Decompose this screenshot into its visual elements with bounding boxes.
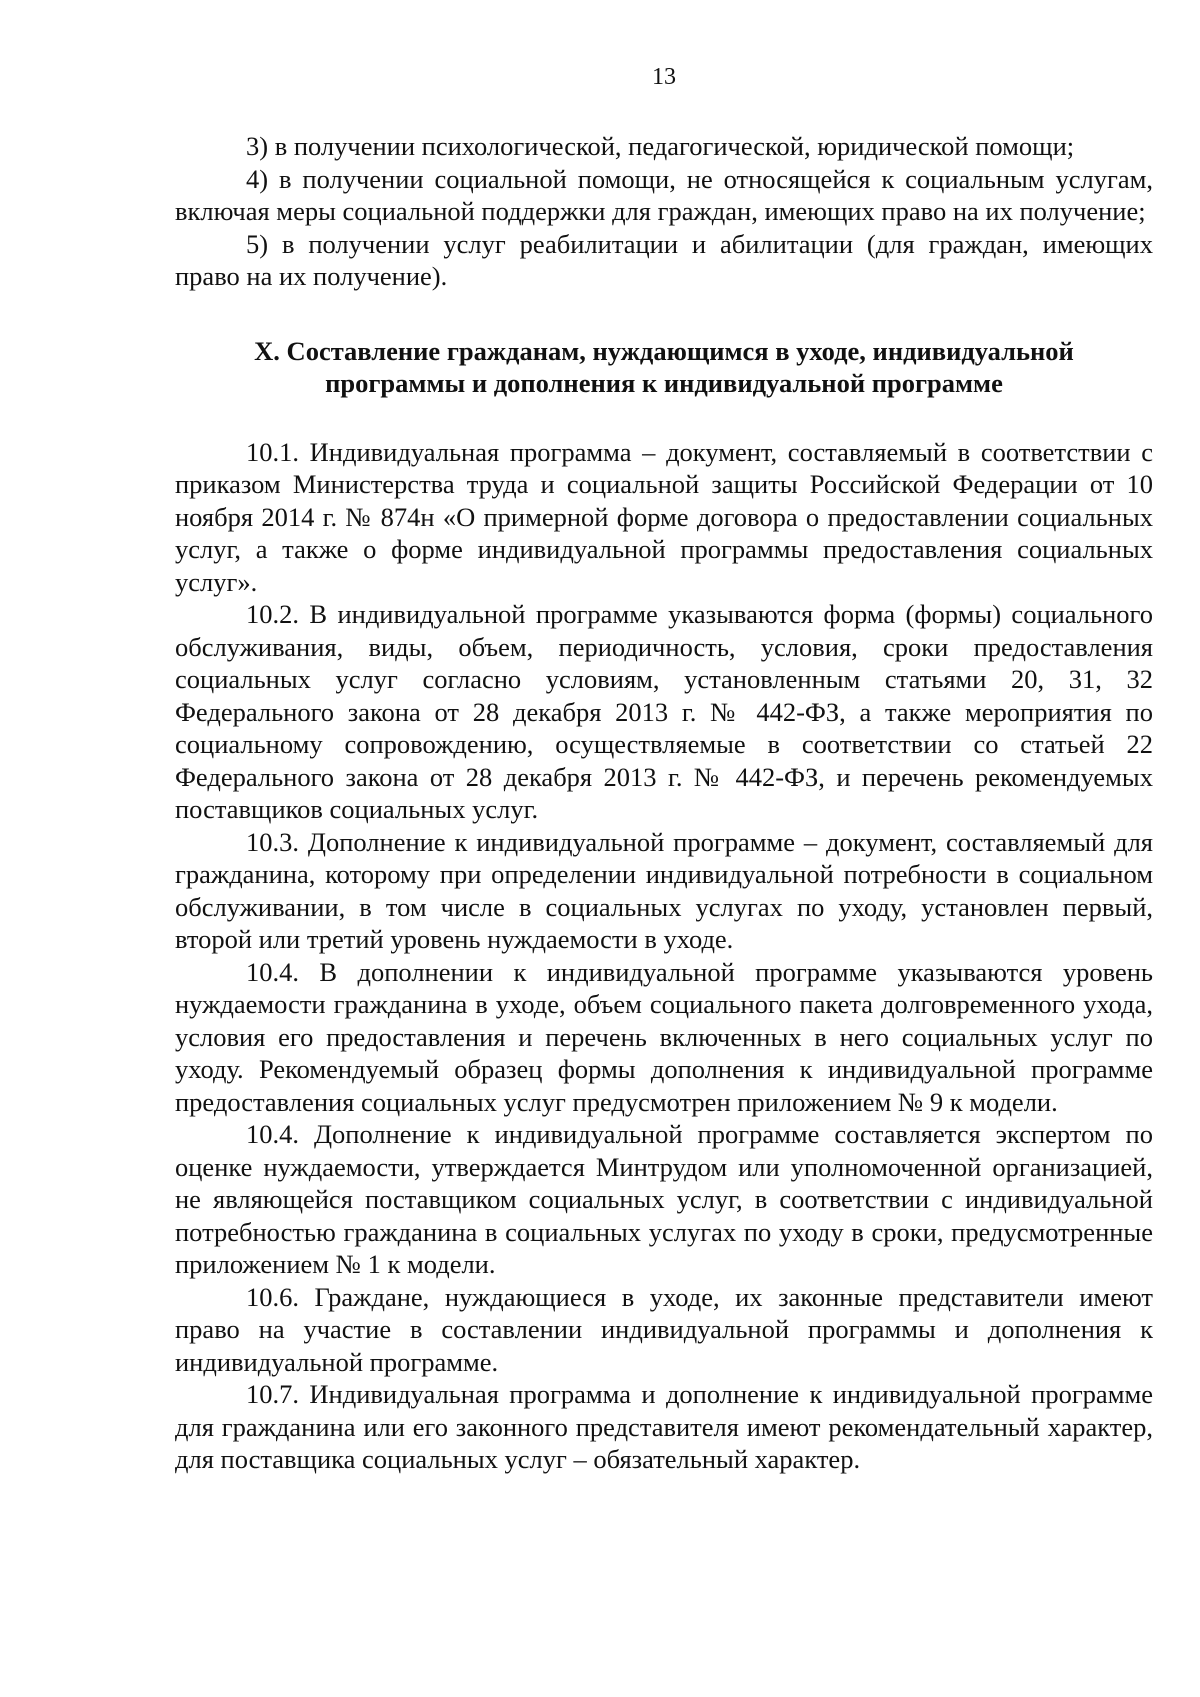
list-item-4: 4) в получении социальной помощи, не относящейся к социальным услугам, включая меры социальной поддержки для граждан, имеющих право на их получение;: [175, 163, 1153, 226]
section-title-line-2: программы и дополнения к индивидуальной программе: [325, 368, 1003, 398]
section-title-line-1: X. Составление гражданам, нуждающимся в уходе, индивидуальной: [254, 335, 1074, 366]
list-block: [175, 130, 1153, 293]
paragraph-10-4a: 10.4. В дополнении к индивидуальной программе указываются уровень нуждаемости гражданина в уходе, объем социального пакета долговременного ухода, условия его предоставления и перечень включенных в него социальных услуг по уходу. Рекомендуемый образец формы дополнения к индивидуальной программе предоставления социальных услуг предусмотрен приложением № 9 к модели.: [175, 956, 1153, 1117]
list-item-3: 3) в получении психологической, педагогической, юридической помощи;: [246, 131, 1075, 161]
section-body: [175, 436, 1153, 1476]
paragraph-10-2: 10.2. В индивидуальной программе указываются форма (формы) социального обслуживания, виды, объем, периодичность, условия, сроки предоставления социальных услуг согласно условиям, установленным статьями 20, 31, 32 Федерального закона от 28 декабря 2013 г. № 442-ФЗ, а также мероприятия по социальному сопровождению, осуществляемые в соответствии со статьей 22 Федерального закона от 28 декабря 2013 г. № 442-ФЗ, и перечень рекомендуемых поставщиков социальных услуг.: [175, 599, 1153, 824]
paragraph-10-6: 10.6. Граждане, нуждающиеся в уходе, их законные представители имеют право на участие в составлении индивидуальной программы и дополнения к индивидуальной программе.: [175, 1281, 1153, 1377]
paragraph-10-1: 10.1. Индивидуальная программа – документ, составляемый в соответствии с приказом Министерства труда и социальной защиты Российской Федерации от 10 ноября 2014 г. № 874н «О примерной форме договора о предоставлении социальных услуг, а также о форме индивидуальной программы предоставления социальных услуг».: [175, 436, 1153, 597]
paragraph-10-3: 10.3. Дополнение к индивидуальной программе – документ, составляемый для гражданина, которому при определении индивидуальной потребности в социальном обслуживании, в том числе в социальных услугах по уходу, установлен первый, второй или третий уровень нуждаемости в уходе.: [175, 826, 1153, 954]
list-item-5: 5) в получении услуг реабилитации и абилитации (для граждан, имеющих право на их получение).: [175, 228, 1153, 291]
document-page: [175, 60, 1153, 1476]
page-number: 13: [652, 64, 676, 90]
paragraph-10-7: 10.7. Индивидуальная программа и дополнение к индивидуальной программе для гражданина или его законного представителя имеют рекомендательный характер, для поставщика социальных услуг – обязательный характер.: [175, 1379, 1153, 1474]
section-title: [175, 335, 1153, 400]
paragraph-10-4b: 10.4. Дополнение к индивидуальной программе составляется экспертом по оценке нуждаемости, утверждается Минтрудом или уполномоченной организацией, не являющейся поставщиком социальных услуг, в соответствии с индивидуальной потребностью гражданина в социальных услугах по уходу в сроки, предусмотренные приложением № 1 к модели.: [175, 1119, 1153, 1279]
